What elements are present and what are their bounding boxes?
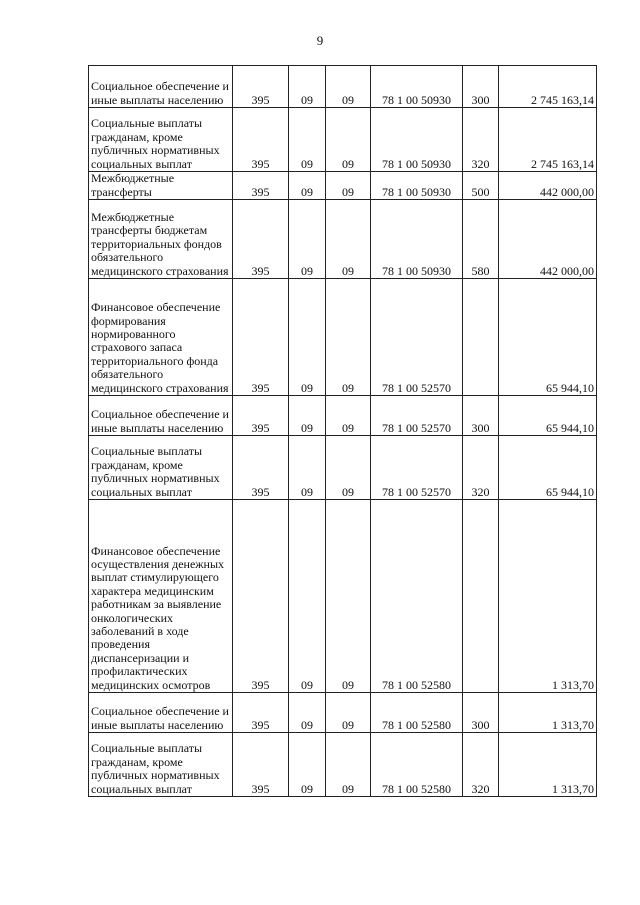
target-article-code: 78 1 00 52570 — [371, 396, 463, 436]
admin-code: 395 — [233, 500, 289, 693]
amount: 1 313,70 — [499, 500, 597, 693]
section-code: 09 — [289, 200, 326, 279]
table-row — [89, 733, 597, 797]
amount: 1 313,70 — [499, 693, 597, 733]
table-row — [89, 396, 597, 436]
section-code: 09 — [289, 108, 326, 172]
target-article-code: 78 1 00 50930 — [371, 66, 463, 108]
expense-type-code — [463, 500, 499, 693]
amount: 65 944,10 — [499, 279, 597, 396]
table-row — [89, 108, 597, 172]
amount: 1 313,70 — [499, 733, 597, 797]
expense-name: Межбюджетные трансферты бюджетам территориальных фондов обязательного медицинского страхования — [89, 200, 233, 279]
section-code: 09 — [289, 66, 326, 108]
expense-type-code: 500 — [463, 172, 499, 200]
table-row — [89, 172, 597, 200]
admin-code: 395 — [233, 108, 289, 172]
expense-type-code — [463, 279, 499, 396]
amount: 65 944,10 — [499, 396, 597, 436]
subsection-code: 09 — [326, 279, 371, 396]
expense-name: Финансовое обеспечение осуществления денежных выплат стимулирующего характера медицинским работникам за выявление онкологических заболеваний в ходе проведения диспансеризации и профилактических медицинских осмотров — [89, 500, 233, 693]
table-row — [89, 279, 597, 396]
section-code: 09 — [289, 279, 326, 396]
section-code: 09 — [289, 500, 326, 693]
section-code: 09 — [289, 733, 326, 797]
subsection-code: 09 — [326, 733, 371, 797]
table-row — [89, 66, 597, 108]
subsection-code: 09 — [326, 693, 371, 733]
target-article-code: 78 1 00 52570 — [371, 436, 463, 500]
admin-code: 395 — [233, 279, 289, 396]
amount: 65 944,10 — [499, 436, 597, 500]
subsection-code: 09 — [326, 436, 371, 500]
admin-code: 395 — [233, 436, 289, 500]
expense-name: Социальные выплаты гражданам, кроме публичных нормативных социальных выплат — [89, 436, 233, 500]
target-article-code: 78 1 00 52580 — [371, 733, 463, 797]
admin-code: 395 — [233, 66, 289, 108]
section-code: 09 — [289, 436, 326, 500]
budget-table — [88, 65, 597, 797]
section-code: 09 — [289, 693, 326, 733]
table-row — [89, 200, 597, 279]
expense-name: Межбюджетные трансферты — [89, 172, 233, 200]
expense-type-code: 300 — [463, 396, 499, 436]
amount: 2 745 163,14 — [499, 66, 597, 108]
admin-code: 395 — [233, 693, 289, 733]
expense-type-code: 320 — [463, 733, 499, 797]
page-number: 9 — [316, 33, 324, 48]
subsection-code: 09 — [326, 66, 371, 108]
amount: 442 000,00 — [499, 200, 597, 279]
table-row — [89, 693, 597, 733]
admin-code: 395 — [233, 733, 289, 797]
expense-name: Социальное обеспечение и иные выплаты населению — [89, 693, 233, 733]
target-article-code: 78 1 00 52570 — [371, 279, 463, 396]
subsection-code: 09 — [326, 108, 371, 172]
amount: 442 000,00 — [499, 172, 597, 200]
expense-name: Социальное обеспечение и иные выплаты населению — [89, 396, 233, 436]
target-article-code: 78 1 00 52580 — [371, 693, 463, 733]
target-article-code: 78 1 00 52580 — [371, 500, 463, 693]
admin-code: 395 — [233, 200, 289, 279]
subsection-code: 09 — [326, 396, 371, 436]
section-code: 09 — [289, 396, 326, 436]
expense-type-code: 580 — [463, 200, 499, 279]
table-row — [89, 500, 597, 693]
admin-code: 395 — [233, 396, 289, 436]
expense-type-code: 320 — [463, 436, 499, 500]
admin-code: 395 — [233, 172, 289, 200]
target-article-code: 78 1 00 50930 — [371, 200, 463, 279]
subsection-code: 09 — [326, 500, 371, 693]
expense-name: Социальные выплаты гражданам, кроме публичных нормативных социальных выплат — [89, 108, 233, 172]
section-code: 09 — [289, 172, 326, 200]
target-article-code: 78 1 00 50930 — [371, 108, 463, 172]
subsection-code: 09 — [326, 172, 371, 200]
expense-name: Социальные выплаты гражданам, кроме публичных нормативных социальных выплат — [89, 733, 233, 797]
target-article-code: 78 1 00 50930 — [371, 172, 463, 200]
expense-name: Социальное обеспечение и иные выплаты населению — [89, 66, 233, 108]
table-row — [89, 436, 597, 500]
expense-type-code: 300 — [463, 693, 499, 733]
amount: 2 745 163,14 — [499, 108, 597, 172]
expense-name: Финансовое обеспечение формирования нормированного страхового запаса территориального фонда обязательного медицинского страхования — [89, 279, 233, 396]
subsection-code: 09 — [326, 200, 371, 279]
expense-type-code: 320 — [463, 108, 499, 172]
expense-type-code: 300 — [463, 66, 499, 108]
